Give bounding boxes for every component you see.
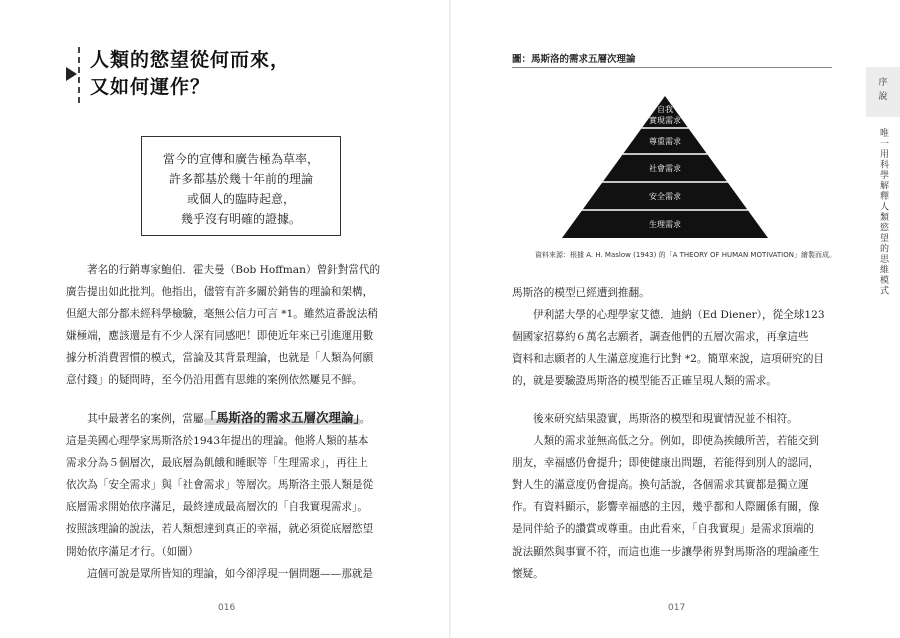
text-line: 據分析消費習慣的模式，當論及其背景理論，也就是「人類為何願: [66, 352, 374, 365]
quote-line: 或個人的臨時起意，: [186, 192, 295, 206]
text-line: 人類的需求並無高低之分。例如，即使為挨餓所苦，若能交到: [533, 435, 820, 448]
text-line: 馬斯洛的模型已經遭到推翻。: [512, 287, 650, 299]
text-line: 廣告提出如此批判。他指出，儘管有許多關於銷售的理論和架構，: [66, 286, 374, 299]
figure-source-note: 資料來源：根據 A. H. Maslow (1943) 的「A THEORY OF HUMAN MOTIVATION」繪製而成。: [535, 251, 836, 259]
text-line: 嫌極端，應該還是有不少人深有同感吧！即使近年來已引進運用數: [66, 330, 374, 343]
play-triangle-icon: [66, 67, 77, 81]
highlighted-theory-name: 「馬斯洛的需求五層次理論」: [203, 410, 360, 425]
text-line: 底層需求開始依序滿足，最終達成最高層次的「自我實現需求」。: [66, 501, 368, 514]
text-line: 這個可說是眾所皆知的理論，如今卻浮現一個問題——那就是: [87, 567, 374, 580]
text-line: 按照該理論的說法，若人類想達到真正的幸福，就必須從底層慾望: [66, 523, 374, 536]
chapter-heading: [90, 47, 290, 101]
quote-line: 許多都基於幾十年前的理論: [168, 172, 313, 186]
running-title-vertical: 唯一用科學解釋人類慾望的思維模式: [878, 128, 888, 296]
pyramid-level-label: 安全需求: [649, 192, 681, 201]
text-line: [66, 407, 388, 430]
page-number-right: 017: [668, 603, 686, 613]
text-line: 資料和志願者的人生滿意度進行比對 *2。簡單來說，這項研究的目: [512, 353, 825, 366]
section-tab: [866, 67, 900, 117]
caption-rule: [512, 67, 832, 68]
text-line: 伊利諾大學的心理學家艾德．迪納（Ed Diener），從全球123: [533, 309, 825, 322]
left-paragraph-2: [66, 407, 388, 585]
text-line: 意付錢」的疑問時，至今仍沿用舊有思維的案例依然屢見不鮮。: [66, 374, 363, 387]
text-line: 是同伴給予的讚賞或尊重。由此看來，「自我實現」是需求頂端的: [512, 523, 814, 536]
quote-line: 幾乎沒有明確的證據。: [180, 212, 301, 226]
page-number-left: 016: [218, 603, 236, 613]
quote-line: 當今的宣傳和廣告極為草率，: [162, 152, 319, 166]
maslow-pyramid: [560, 94, 770, 240]
left-paragraph-1: [66, 259, 388, 392]
pyramid-level-label: 自我: [657, 105, 673, 114]
pyramid-level-label: 生理需求: [649, 220, 681, 229]
lead-text: 其中最著名的案例，當屬: [87, 413, 204, 425]
right-paragraph-1: [512, 282, 836, 392]
heading-line: 人類的慾望從何而來，: [90, 49, 291, 71]
figure-caption: 圖：馬斯洛的需求五層次理論: [512, 54, 636, 65]
book-gutter: [449, 0, 451, 638]
text-line: 對人生的滿意度仍會提高。換句話說，各個需求其實都是獨立運: [512, 479, 809, 492]
text-line: 這是美國心理學家馬斯洛於1943年提出的理論。他將人類的基本: [66, 435, 369, 448]
chapter-heading-block: [66, 47, 306, 105]
pyramid-level-label: 尊重需求: [649, 137, 681, 146]
text-line: 後來研究結果證實，馬斯洛的模型和現實情況並不相符。: [533, 413, 798, 425]
text-line: 說法顯然與事實不符，而這也進一步讓學術界對馬斯洛的理論產生: [512, 545, 820, 558]
dashed-divider: [78, 47, 80, 103]
text-line: 著名的行銷專家鮑伯．霍夫曼（Bob Hoffman）曾針對當代的: [87, 264, 381, 276]
text-line: 需求分為５個層次，最底層為飢餓和睡眠等「生理需求」，再往上: [66, 457, 368, 470]
pyramid-level-label: 實現需求: [649, 116, 681, 125]
right-paragraph-2: [512, 408, 836, 585]
text-line: 開始依序滿足才行。（如圖）: [66, 545, 199, 558]
section-tab-char: 序: [878, 78, 888, 88]
section-tab-char: 說: [878, 92, 888, 102]
text-line: 作。有資料顯示，影響幸福感的主因，幾乎都和人際關係有關，像: [512, 501, 820, 514]
text-line: 依次為「安全需求」與「社會需求」等層次。馬斯洛主張人類是從: [66, 479, 374, 492]
text-line: 但絕大部分都未經科學檢驗，毫無公信力可言 *1。雖然這番說法稍: [66, 308, 379, 321]
text-line: 懷疑。: [512, 567, 544, 580]
heading-line: 又如何運作？: [90, 76, 211, 98]
text-line: 個國家招募約６萬名志願者，調查他們的五層次需求，再拿這些: [512, 331, 809, 344]
text-line: 的，就是要驗證馬斯洛的模型能否正確呈現人類的需求。: [512, 375, 777, 388]
pyramid-level-label: 社會需求: [649, 164, 681, 173]
tail-text: 。: [359, 413, 371, 425]
text-line: 朋友，幸福感仍會提升；即使健康出問題，若能得到別人的認同，: [512, 457, 820, 470]
pull-quote-box: [141, 136, 341, 236]
